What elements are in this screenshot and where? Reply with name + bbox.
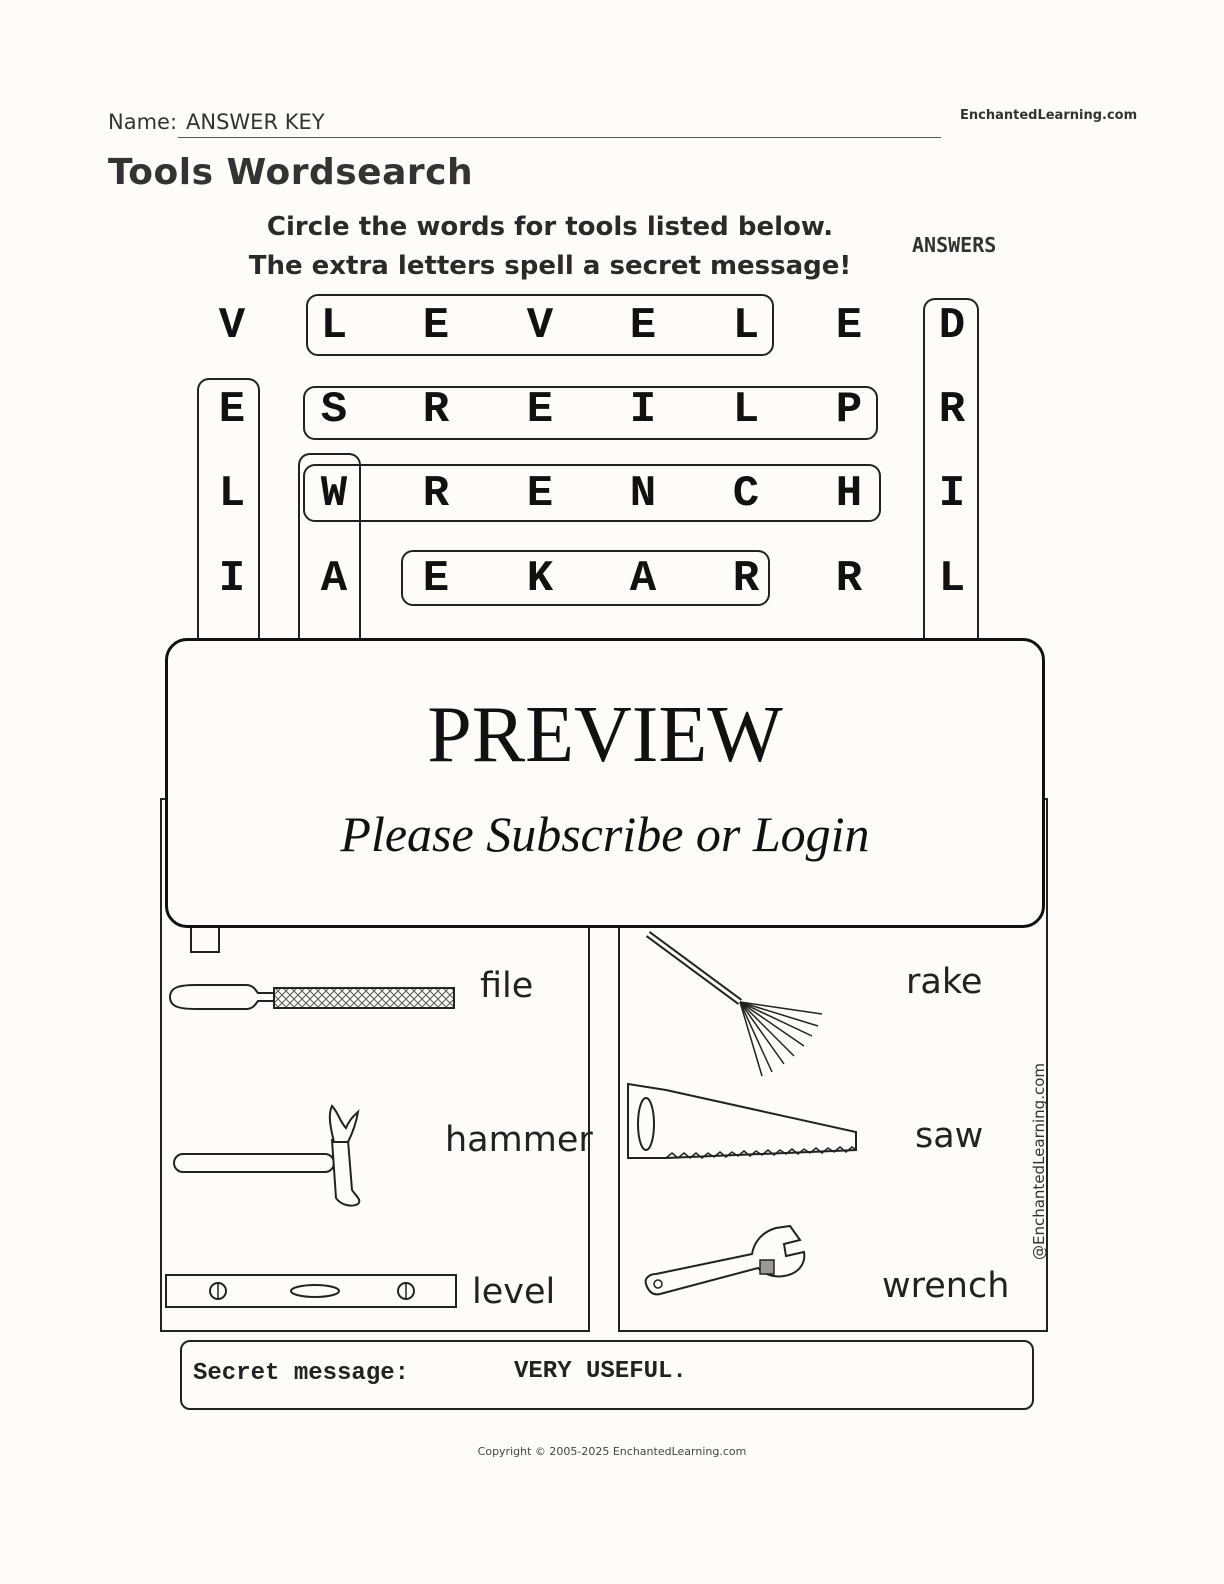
grid-letter: L (732, 301, 760, 351)
answer-loop-wrench (303, 464, 881, 522)
tool-fragment (190, 925, 220, 953)
preview-overlay[interactable] (165, 638, 1045, 928)
file-icon (166, 975, 461, 1020)
word-level: level (472, 1272, 556, 1312)
subscribe-login-link[interactable]: Please Subscribe or Login (340, 806, 870, 862)
grid-letter: E (835, 301, 863, 351)
grid-letter: R (422, 469, 450, 519)
grid-letter: E (526, 385, 554, 435)
grid-letter: A (629, 554, 657, 604)
grid-letter: I (938, 469, 966, 519)
grid-letter: R (835, 554, 863, 604)
word-hammer: hammer (445, 1120, 593, 1160)
hammer-icon (170, 1100, 370, 1210)
grid-letter: E (629, 301, 657, 351)
grid-letter: C (732, 469, 760, 519)
grid-letter: W (320, 469, 348, 519)
word-wrench: wrench (882, 1266, 1010, 1306)
name-label: Name: (108, 110, 178, 134)
word-saw: saw (915, 1116, 984, 1156)
instruction-line-1: Circle the words for tools listed below. (266, 212, 834, 242)
grid-letter: V (218, 301, 246, 351)
grid-letter: L (320, 301, 348, 351)
grid-letter: H (835, 469, 863, 519)
grid-letter: L (732, 385, 760, 435)
name-underline (178, 137, 941, 138)
grid-letter: E (218, 385, 246, 435)
grid-letter: S (320, 385, 348, 435)
site-tag: EnchantedLearning.com (960, 108, 1138, 123)
grid-letter: I (218, 554, 246, 604)
instruction-line-2: The extra letters spell a secret message! (248, 251, 852, 281)
grid-letter: K (526, 554, 554, 604)
level-icon (163, 1270, 463, 1312)
preview-title: PREVIEW (427, 691, 783, 779)
grid-letter: D (938, 301, 966, 351)
grid-letter: E (526, 469, 554, 519)
page-title: Tools Wordsearch (108, 152, 474, 193)
wrench-icon (640, 1222, 810, 1302)
saw-icon (624, 1080, 864, 1165)
name-value: ANSWER KEY (186, 110, 325, 134)
grid-letter: E (422, 301, 450, 351)
word-file: file (480, 966, 534, 1006)
answer-loop-pliers (303, 386, 878, 440)
grid-letter: E (422, 554, 450, 604)
copyright: Copyright © 2005-2025 EnchantedLearning.com (477, 1445, 747, 1458)
secret-message-value: VERY USEFUL. (514, 1358, 687, 1385)
grid-letter: A (320, 554, 348, 604)
grid-letter: R (422, 385, 450, 435)
secret-message-label: Secret message: (193, 1360, 410, 1387)
grid-letter: N (629, 469, 657, 519)
grid-letter: P (835, 385, 863, 435)
word-rake: rake (906, 962, 983, 1002)
answers-label: ANSWERS (912, 233, 997, 257)
rake-icon (640, 930, 830, 1080)
grid-letter: V (526, 301, 554, 351)
grid-letter: L (218, 469, 246, 519)
grid-letter: R (732, 554, 760, 604)
grid-letter: R (938, 385, 966, 435)
grid-letter: L (938, 554, 966, 604)
grid-letter: I (629, 385, 657, 435)
side-credit: @EnchantedLearning.com (1030, 1063, 1048, 1260)
